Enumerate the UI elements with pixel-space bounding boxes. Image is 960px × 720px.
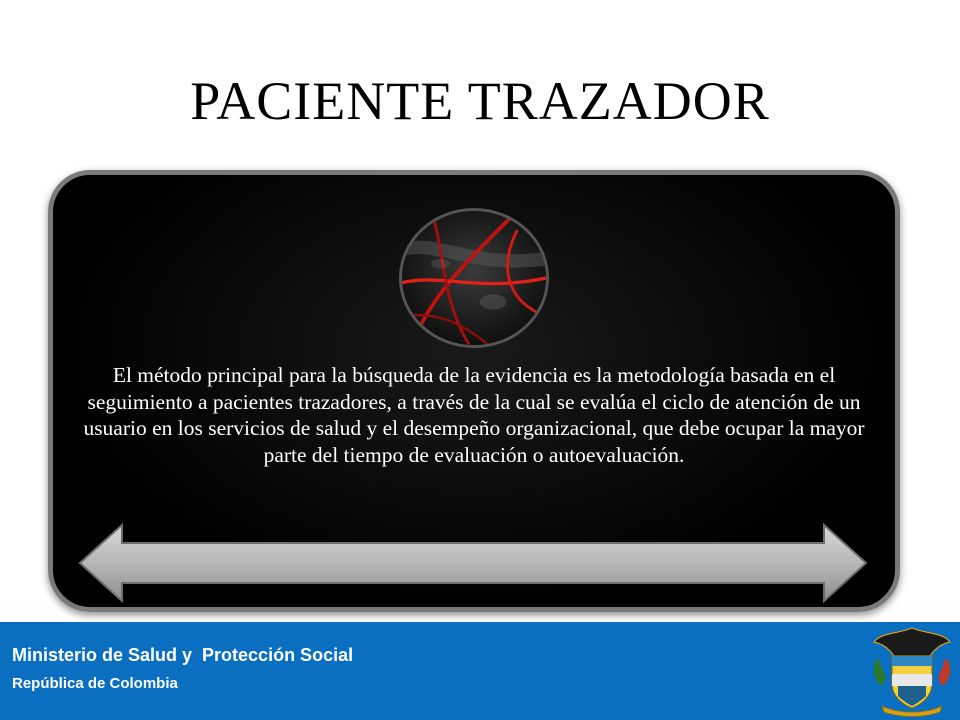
decorative-red-lines-image bbox=[399, 208, 549, 348]
double-arrow-icon bbox=[76, 522, 870, 604]
coat-of-arms-icon bbox=[868, 624, 956, 720]
footer-bar bbox=[0, 622, 960, 720]
ministry-name: Ministerio de Salud y Protección Social bbox=[12, 645, 354, 665]
country-name: República de Colombia bbox=[12, 675, 178, 692]
slide-title: PACIENTE TRAZADOR bbox=[190, 71, 770, 131]
body-paragraph: El método principal para la búsqueda de la evidencia es la metodología basada en el seguimiento a pacientes trazadores, a través de la cual se evalúa el ciclo de atención de un usuario en los servicios de salud y el desempeño organizacional, que debe ocupar la mayor parte del tiempo de evaluación o autoevaluación. bbox=[83, 363, 865, 467]
